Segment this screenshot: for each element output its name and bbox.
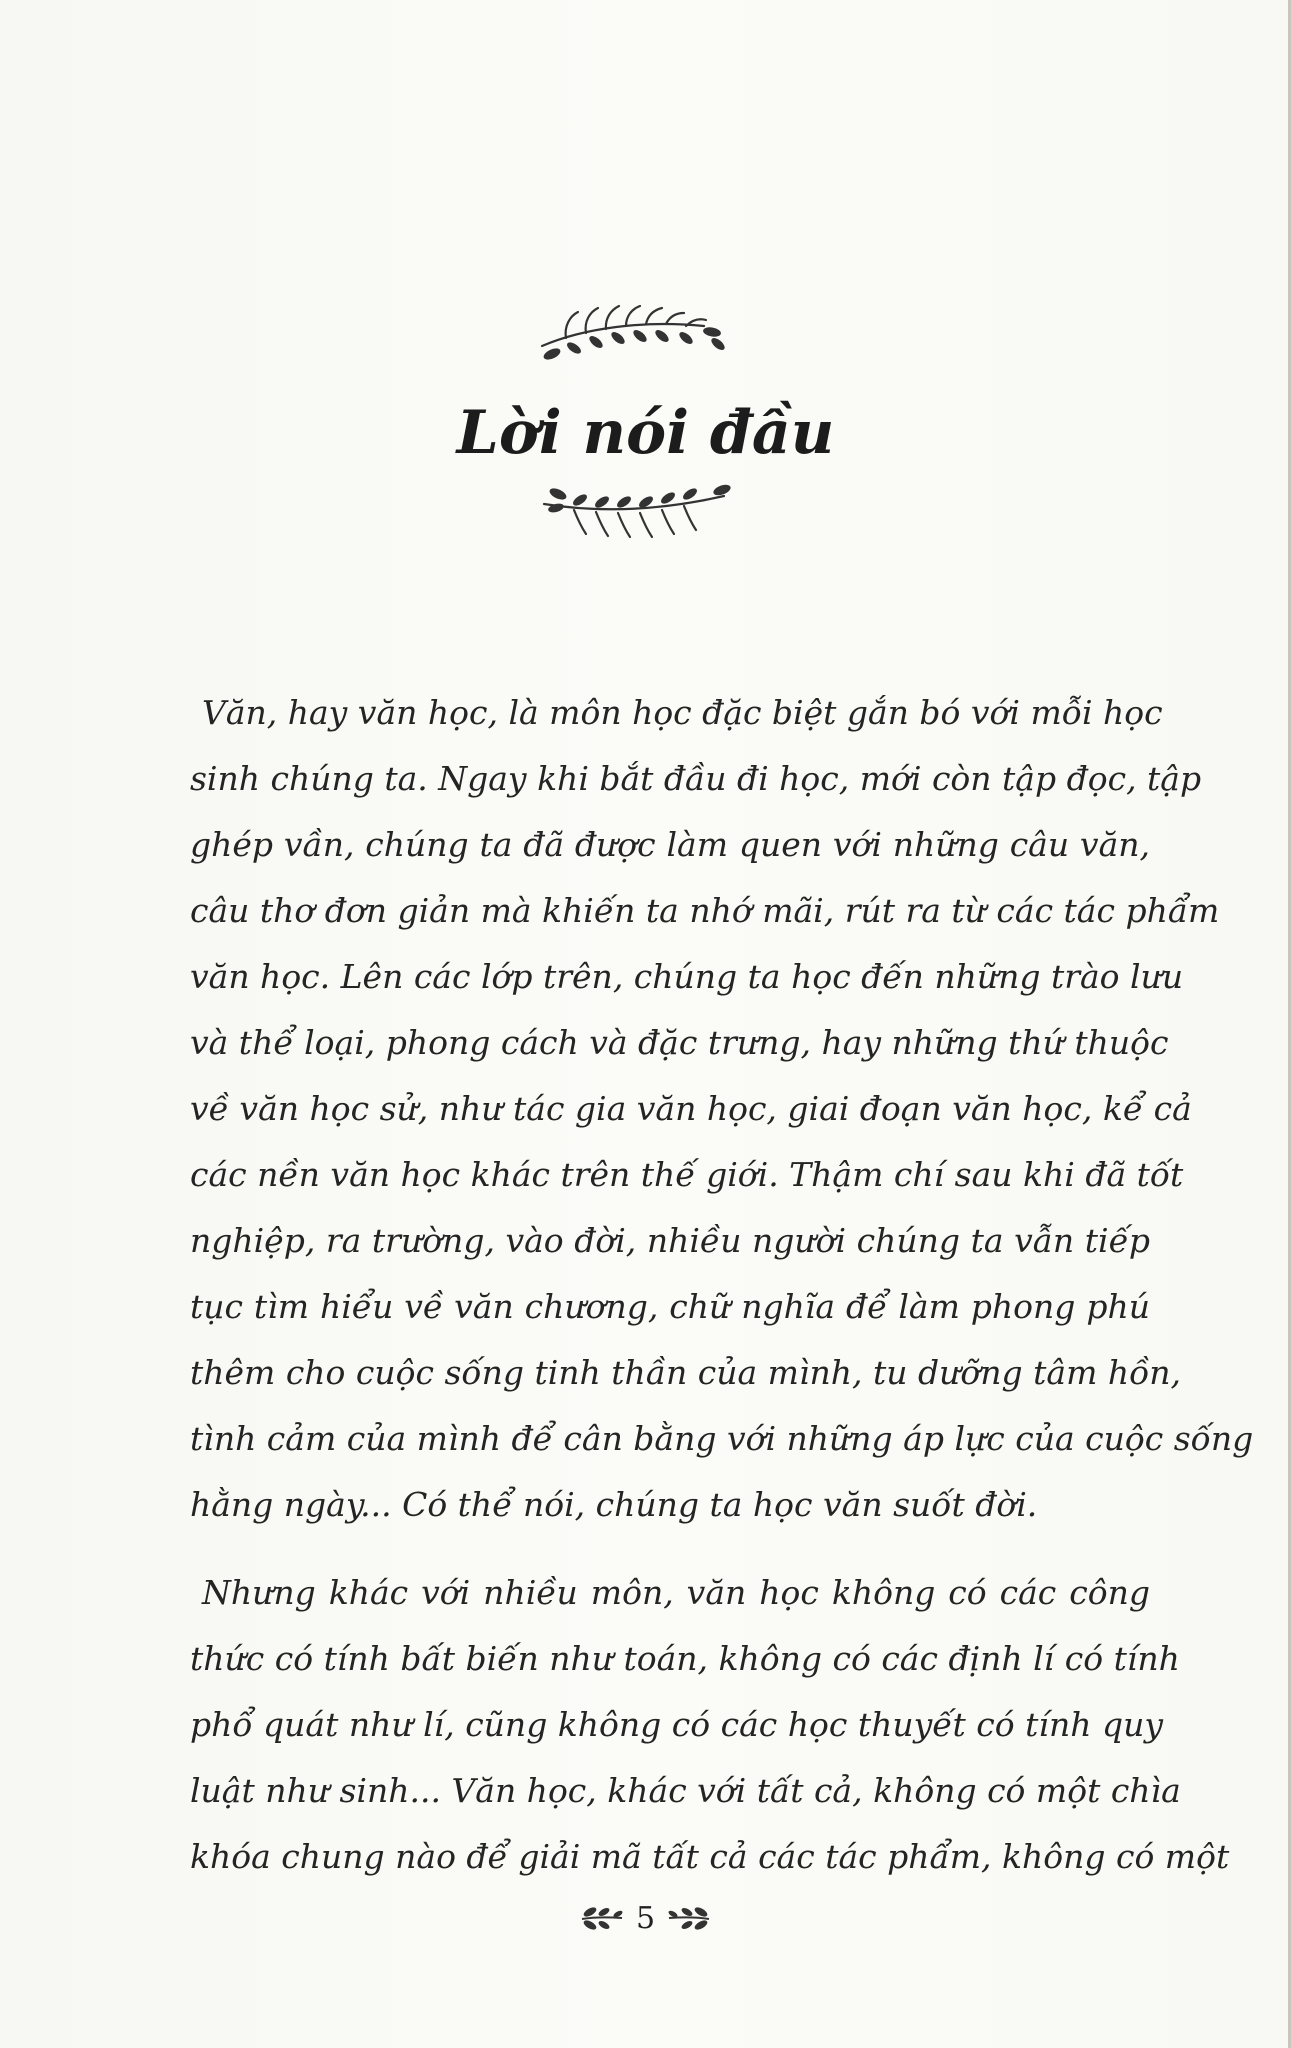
paragraph-gap <box>190 1538 1150 1560</box>
text-line: Nhưng khác với nhiều môn, văn học không có các công <box>202 1573 1150 1612</box>
leaf-ornament-top-icon <box>534 296 734 366</box>
text-line: các nền văn học khác trên thế giới. Thậm chí sau khi đã tốt <box>190 1155 1184 1194</box>
text-line: thêm cho cuộc sống tinh thần của mình, tu dưỡng tâm hồn, <box>190 1353 1182 1392</box>
paragraph-2 <box>190 1560 1230 1890</box>
text-line: Văn, hay văn học, là môn học đặc biệt gắn bó với mỗi học <box>202 693 1163 732</box>
text-line: tục tìm hiểu về văn chương, chữ nghĩa để làm phong phú <box>190 1287 1150 1326</box>
page-footer <box>0 1893 1291 1943</box>
text-line: tình cảm của mình để cân bằng với những áp lực của cuộc sống <box>190 1419 1254 1458</box>
text-line: và thể loại, phong cách và đặc trưng, hay những thứ thuộc <box>190 1023 1169 1062</box>
leaf-ornament-bottom-icon <box>534 482 734 552</box>
text-line: thức có tính bất biến như toán, không có các định lí có tính <box>190 1639 1180 1678</box>
text-line: văn học. Lên các lớp trên, chúng ta học đến những trào lưu <box>190 957 1184 996</box>
sprig-right-icon <box>665 1903 713 1933</box>
text-line: nghiệp, ra trường, vào đời, nhiều người chúng ta vẫn tiếp <box>190 1221 1150 1260</box>
page-number: 5 <box>635 1900 656 1936</box>
text-line: ghép vần, chúng ta đã được làm quen với những câu văn, <box>190 825 1150 864</box>
paragraph-1 <box>190 680 1254 1538</box>
body-text <box>190 680 1254 1890</box>
page-title: Lời nói đầu <box>456 398 835 468</box>
text-line: sinh chúng ta. Ngay khi bắt đầu đi học, mới còn tập đọc, tập <box>190 759 1202 798</box>
text-line: khóa chung nào để giải mã tất cả các tác phẩm, không có một <box>190 1837 1230 1876</box>
sprig-left-icon <box>578 1903 626 1933</box>
text-line: hằng ngày... Có thể nói, chúng ta học văn suốt đời. <box>190 1485 1038 1524</box>
text-line: về văn học sử, như tác gia văn học, giai đoạn văn học, kể cả <box>190 1089 1192 1128</box>
text-line: luật như sinh... Văn học, khác với tất cả, không có một chìa <box>190 1771 1181 1810</box>
text-line: câu thơ đơn giản mà khiến ta nhớ mãi, rút ra từ các tác phẩm <box>190 891 1220 930</box>
text-line: phổ quát như lí, cũng không có các học thuyết có tính quy <box>190 1705 1163 1744</box>
